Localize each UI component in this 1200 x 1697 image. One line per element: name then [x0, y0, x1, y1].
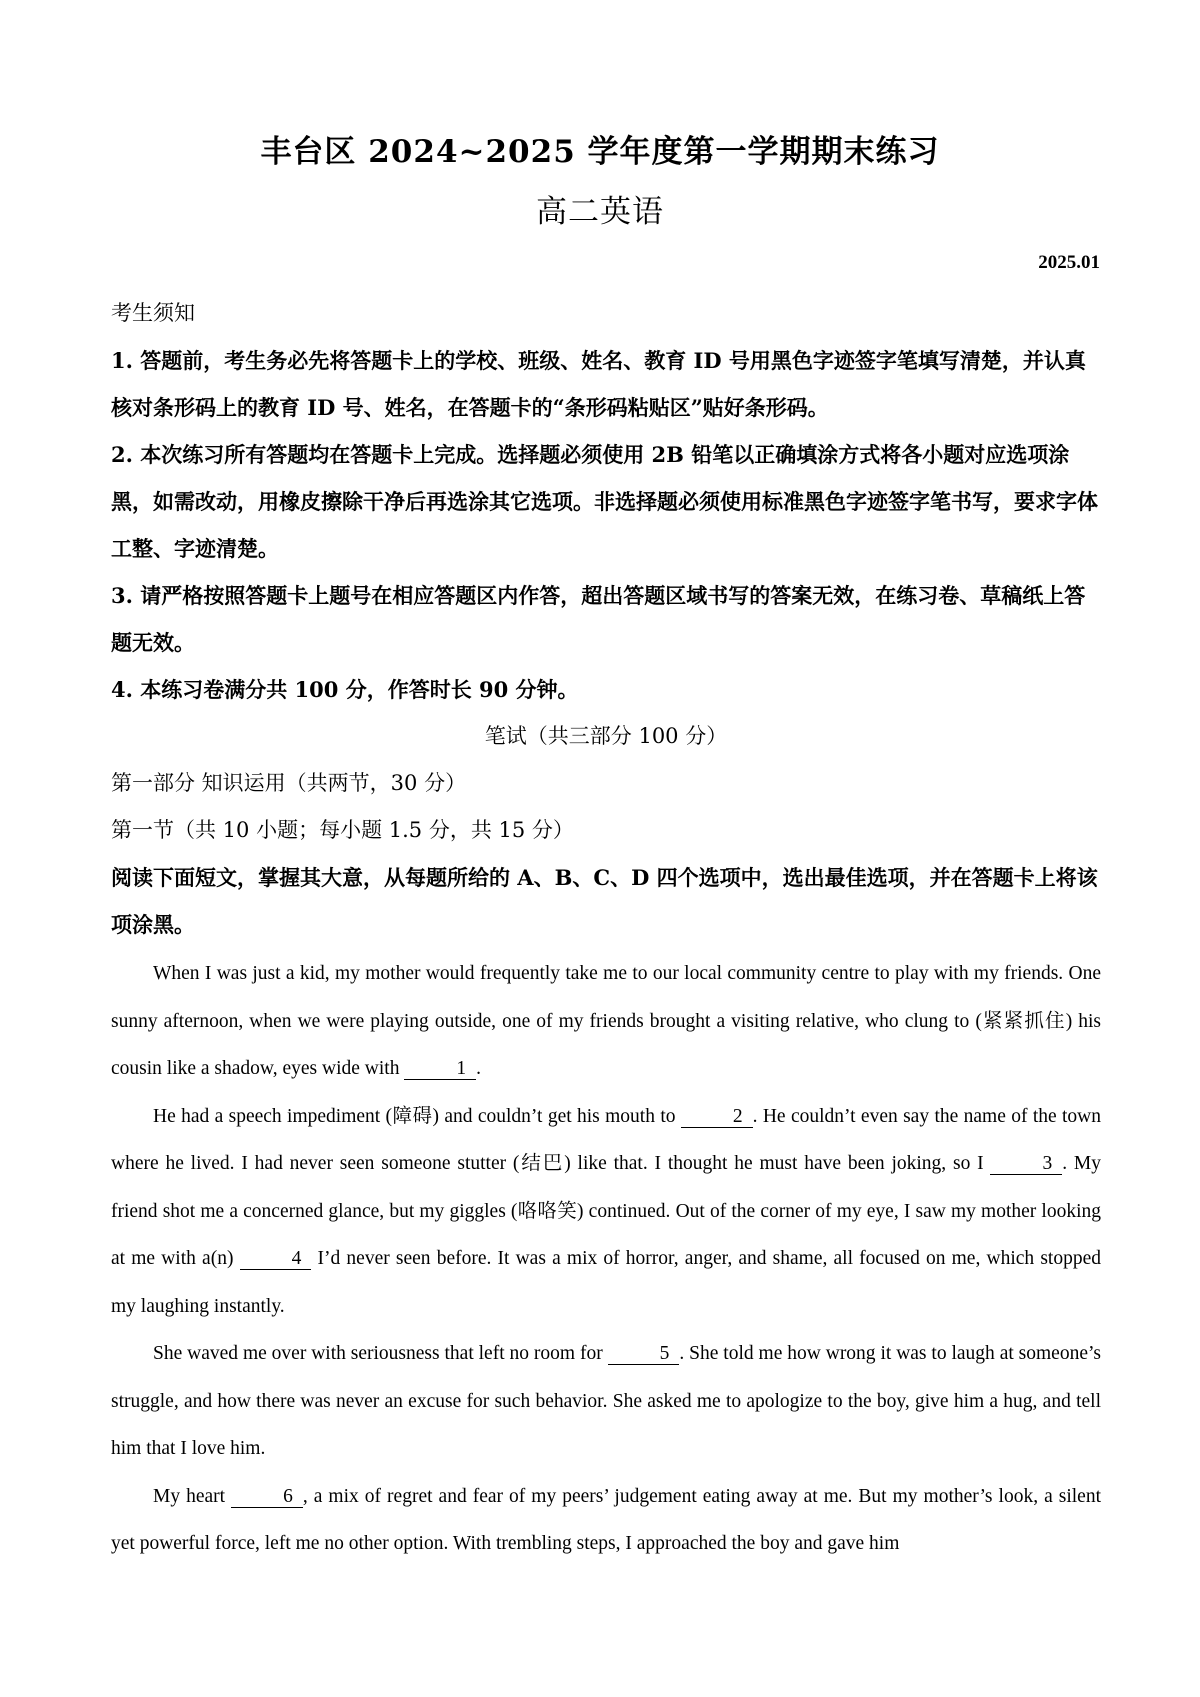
passage-text: When I was just a kid, my mother would frequently take me to our local community centre to play with my friends. One sunny afternoon, when we were playing outside, one of my friends brought a visiting relative, who clung to (紧紧抓住) his cousin like a shadow, eyes wide with [111, 963, 1101, 1079]
note-item-4: 4. 本练习卷满分共 100 分，作答时长 90 分钟。 [111, 677, 579, 702]
passage-paragraph-3 [111, 1330, 1101, 1473]
passage-text: She waved me over with seriousness that left no room for [153, 1343, 608, 1364]
note-item-1: 1. 答题前，考生务必先将答题卡上的学校、班级、姓名、教育 ID 号用黑色字迹签字笔填写清楚，并认真核对条形码上的教育 ID 号、姓名，在答题卡的“条形码粘贴区”贴好条形码。 [111, 348, 1086, 420]
part-heading: 第一部分 知识运用（共两节，30 分） [111, 771, 467, 795]
cloze-passage [111, 950, 1101, 1568]
exam-date: 2025.01 [1038, 252, 1100, 273]
passage-paragraph-2 [111, 1093, 1101, 1331]
notes-heading: 考生须知 [111, 301, 195, 325]
blank-3: 3 [990, 1154, 1062, 1175]
passage-paragraph-1 [111, 950, 1101, 1093]
passage-text: I’d never seen before. It was a mix of horror, anger, and shame, all focused on me, which stopped my laughing instantly. [111, 1248, 1101, 1317]
note-item-2: 2. 本次练习所有答题均在答题卡上完成。选择题必须使用 2B 铅笔以正确填涂方式将各小题对应选项涂黑，如需改动，用橡皮擦除干净后再选涂其它选项。非选择题必须使用标准黑色字迹签字笔书写，要求字体工整、字迹清楚。 [111, 442, 1098, 561]
passage-text: . She told me how wrong it was to laugh at someone’s struggle, and how there was never an excuse for such behavior. She asked me to apologize to the boy, give him a hug, and tell him that I love him. [111, 1343, 1101, 1459]
passage-text: My heart [153, 1485, 232, 1507]
passage-text: . My friend shot me a concerned glance, but my giggles (咯咯笑) continued. Out of the corner of my eye, I saw my mother looking at me with a(n) [111, 1153, 1101, 1269]
written-section-heading: 笔试（共三部分 100 分） [484, 724, 728, 748]
blank-2: 2 [681, 1107, 753, 1128]
passage-paragraph-4 [111, 1473, 1101, 1568]
blank-1: 1 [404, 1059, 476, 1080]
page-subtitle: 高二英语 [536, 194, 664, 230]
passage-text: . [476, 1058, 481, 1079]
blank-4: 4 [240, 1249, 312, 1270]
passage-text: , a mix of regret and fear of my peers’ judgement eating away at me. But my mother’s look, a silent yet powerful force, left me no other option. With trembling steps, I approached the boy and gave him [111, 1485, 1102, 1554]
blank-5: 5 [608, 1344, 680, 1365]
section-instruction: 阅读下面短文，掌握其大意，从每题所给的 A、B、C、D 四个选项中，选出最佳选项，并在答题卡上将该项涂黑。 [111, 865, 1098, 937]
blank-6: 6 [231, 1487, 303, 1508]
section-heading: 第一节（共 10 小题；每小题 1.5 分，共 15 分） [111, 818, 574, 842]
candidate-notes [111, 290, 1101, 948]
passage-text: He had a speech impediment (障碍) and couldn’t get his mouth to [153, 1105, 681, 1127]
page-title: 丰台区 2024~2025 学年度第一学期期末练习 [260, 134, 940, 170]
note-item-3: 3. 请严格按照答题卡上题号在相应答题区内作答，超出答题区域书写的答案无效，在练习卷、草稿纸上答题无效。 [111, 583, 1086, 655]
passage-text: . He couldn’t even say the name of the town where he lived. I had never seen someone stutter (结巴) like that. I thought he must have been joking, so I [111, 1105, 1101, 1174]
